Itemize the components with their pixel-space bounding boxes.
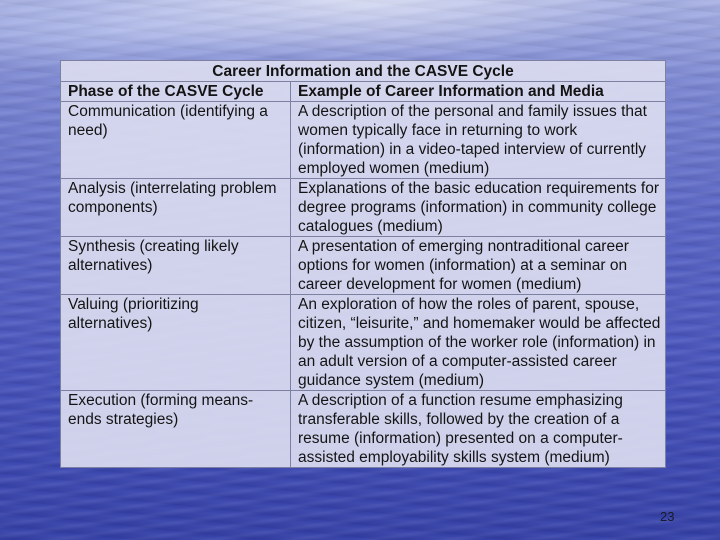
- example-cell: An exploration of how the roles of parent, spouse, citizen, “leisurite,” and homemaker would be affected by the assumption of the worker role (information) in an adult version of a computer-assisted career guidance system (medium): [291, 295, 666, 391]
- example-cell: A description of the personal and family issues that women typically face in returning to work (information) in a video-taped interview of currently employed women (medium): [291, 102, 666, 179]
- casve-table-container: [60, 60, 665, 468]
- phase-cell: Valuing (prioritizing alternatives): [61, 295, 291, 391]
- table-title-row: [61, 61, 666, 82]
- column-header-phase: Phase of the CASVE Cycle: [61, 82, 291, 102]
- table-row: [61, 102, 666, 179]
- example-cell: A presentation of emerging nontraditional career options for women (information) at a seminar on career development for women (medium): [291, 237, 666, 295]
- table-title: Career Information and the CASVE Cycle: [61, 61, 666, 82]
- table-row: [61, 391, 666, 468]
- phase-cell: Execution (forming means-ends strategies): [61, 391, 291, 468]
- example-cell: Explanations of the basic education requirements for degree programs (information) in community college catalogues (medium): [291, 179, 666, 237]
- phase-cell: Analysis (interrelating problem components): [61, 179, 291, 237]
- casve-table: [60, 60, 666, 468]
- table-row: [61, 237, 666, 295]
- phase-cell: Synthesis (creating likely alternatives): [61, 237, 291, 295]
- phase-cell: Communication (identifying a need): [61, 102, 291, 179]
- page-number: 23: [660, 509, 675, 524]
- column-header-example: Example of Career Information and Media: [291, 82, 666, 102]
- example-cell: A description of a function resume emphasizing transferable skills, followed by the creation of a resume (information) presented on a computer-assisted employability skills system (medium): [291, 391, 666, 468]
- table-row: [61, 295, 666, 391]
- table-header-row: [61, 82, 666, 102]
- table-row: [61, 179, 666, 237]
